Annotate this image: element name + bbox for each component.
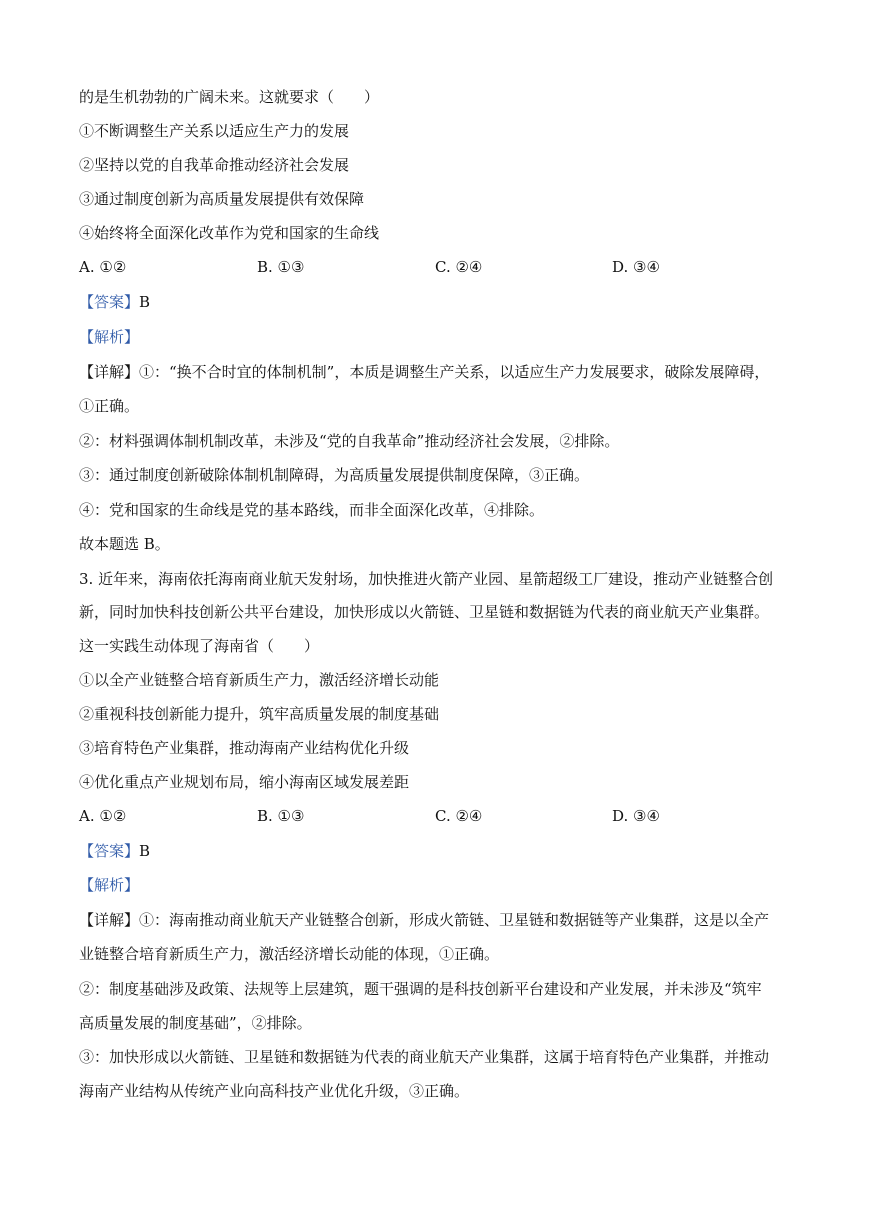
q3-detail-line-6: 海南产业结构从传统产业向高科技产业优化升级，③正确。 [79,1082,470,1100]
q2-answer [79,292,810,312]
q3-statement-3: ③培育特色产业集群，推动海南产业结构优化升级 [79,739,410,757]
q2-statement-3: ③通过制度创新为高质量发展提供有效保障 [79,190,365,208]
q2-analysis-heading [79,327,810,347]
q3-statement-1: ①以全产业链整合培育新质生产力，激活经济增长动能 [79,671,440,689]
q2-detail-line-4: ③：通过制度创新破除体制机制障碍，为高质量发展提供制度保障，③正确。 [79,466,590,484]
q3-detail-line-5: ③：加快形成以火箭链、卫星链和数据链为代表的商业航天产业集群，这属于培育特色产业集群，并推动 [79,1048,770,1066]
q3-statement-4: ④优化重点产业规划布局，缩小海南区域发展差距 [79,773,410,791]
q2-detail-line-2: ①正确。 [79,397,140,415]
q2-detail-line-5: ④：党和国家的生命线是党的基本路线，而非全面深化改革，④排除。 [79,501,545,519]
q3-detail-line-3: ②：制度基础涉及政策、法规等上层建筑，题干强调的是科技创新平台建设和产业发展，并未涉及“筑牢 [79,980,762,998]
q2-answer-value: B [139,293,151,311]
q3-answer-value: B [139,842,151,860]
q2-option-d: D. ③④ [612,258,660,276]
q2-detail-line-3: ②：材料强调体制机制改革，未涉及“党的自我革命”推动经济社会发展，②排除。 [79,432,620,450]
q2-option-b: B. ①③ [257,258,305,276]
q3-detail-line-4: 高质量发展的制度基础”，②排除。 [79,1014,312,1032]
q2-detail-text-1: ①：“换不合时宜的体制机制”，本质是调整生产关系，以适应生产力发展要求，破除发展障碍， [139,363,770,381]
q2-analysis-tag: 【解析】 [79,328,140,346]
q2-detail-line-1 [79,362,810,382]
q3-stem-line-2: 新，同时加快科技创新公共平台建设，加快形成以火箭链、卫星链和数据链为代表的商业航天产业集群。 [79,603,770,621]
q3-option-a: A. ①② [79,807,127,825]
q3-answer [79,841,810,861]
q3-analysis-heading [79,875,810,895]
q2-option-c: C. ②④ [435,258,483,276]
q2-stem-tail: 的是生机勃勃的广阔未来。这就要求（ ） [79,88,380,106]
q3-answer-tag: 【答案】 [79,842,140,860]
q3-stem-line-1: 3. 近年来，海南依托海南商业航天发射场，加快推进火箭产业园、星箭超级工厂建设，推动产业链整合创 [79,570,774,588]
q3-detail-line-1 [79,910,810,930]
q2-statement-1: ①不断调整生产关系以适应生产力的发展 [79,122,350,140]
q2-statement-2: ②坚持以党的自我革命推动经济社会发展 [79,156,350,174]
q2-statement-4: ④始终将全面深化改革作为党和国家的生命线 [79,224,380,242]
q3-option-c: C. ②④ [435,807,483,825]
q2-answer-tag: 【答案】 [79,293,140,311]
q2-conclusion: 故本题选 B。 [79,535,170,553]
q2-detail-tag: 【详解】 [79,363,140,381]
q3-option-b: B. ①③ [257,807,305,825]
q3-analysis-tag: 【解析】 [79,876,140,894]
q3-detail-tag: 【详解】 [79,911,140,929]
q3-detail-line-2: 业链整合培育新质生产力，激活经济增长动能的体现，①正确。 [79,945,500,963]
q2-option-a: A. ①② [79,258,127,276]
q3-stem-line-3: 这一实践生动体现了海南省（ ） [79,637,320,655]
q3-statement-2: ②重视科技创新能力提升，筑牢高质量发展的制度基础 [79,705,440,723]
q3-option-d: D. ③④ [612,807,660,825]
q3-detail-text-1: ①：海南推动商业航天产业链整合创新，形成火箭链、卫星链和数据链等产业集群，这是以全产 [139,911,770,929]
